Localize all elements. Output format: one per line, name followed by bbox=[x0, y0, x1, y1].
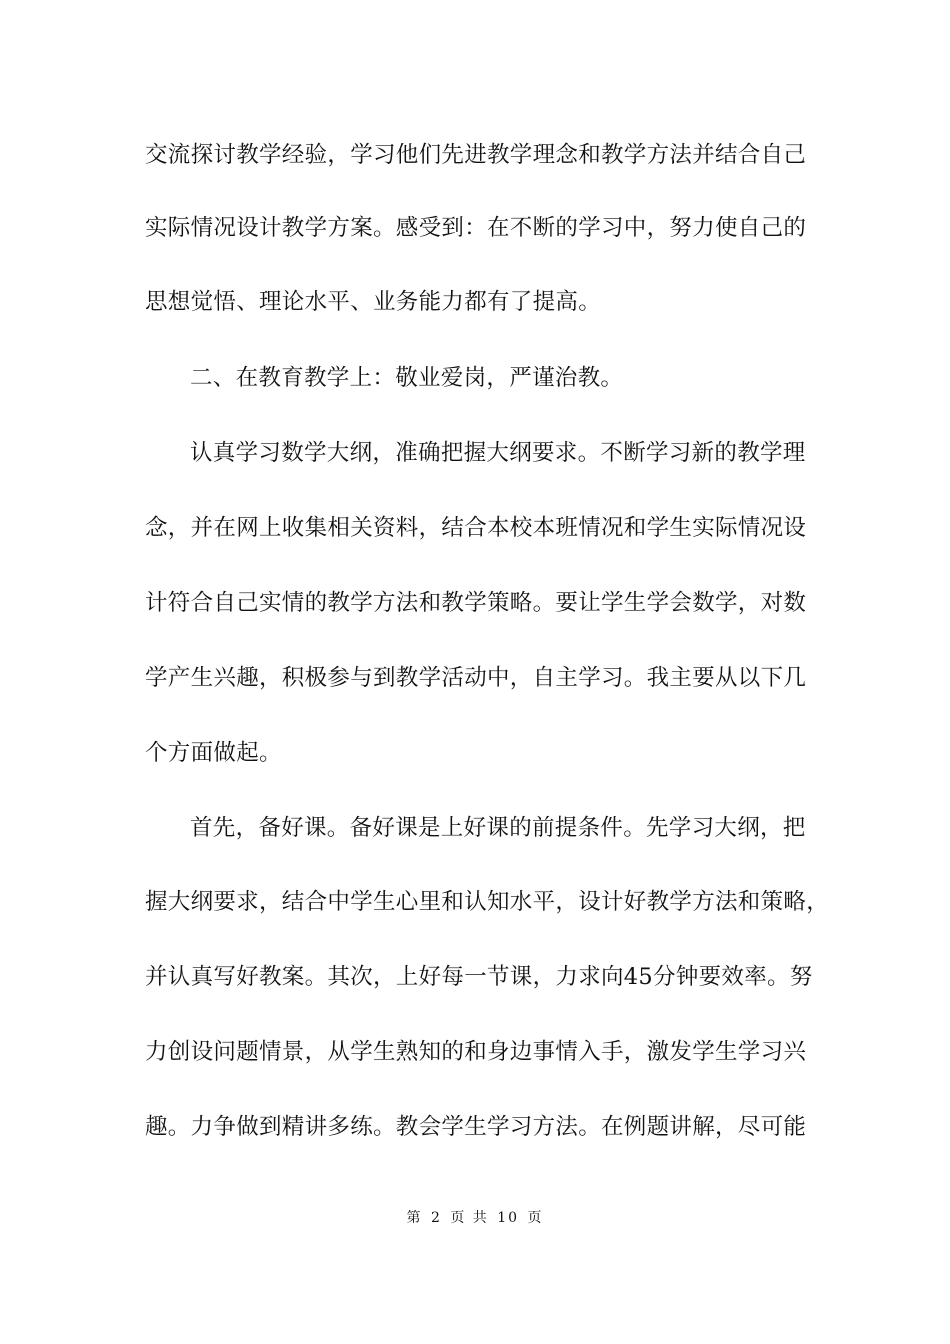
body-line-9: 个方面做起。 bbox=[145, 740, 282, 766]
body-line-12: 并认真写好教案。其次，上好每一节课，力求向45分钟要效率。努 bbox=[145, 964, 813, 990]
body-line-14: 趣。力争做到精讲多练。教会学生学习方法。在例题讲解，尽可能 bbox=[145, 1114, 807, 1140]
body-line-8: 学产生兴趣，积极参与到教学活动中，自主学习。我主要从以下几 bbox=[145, 665, 807, 691]
body-line-13: 力创设问题情景，从学生熟知的和身边事情入手，激发学生学习兴 bbox=[145, 1039, 807, 1065]
body-line-1: 交流探讨教学经验，学习他们先进教学理念和教学方法并结合自己 bbox=[145, 142, 807, 168]
footer-current-page: 2 bbox=[430, 1210, 442, 1226]
footer-total-pages: 10 bbox=[497, 1210, 520, 1226]
section-heading: 二、在教育教学上：敬业爱岗，严谨治教。 bbox=[190, 365, 624, 391]
footer-suffix: 页 bbox=[527, 1210, 544, 1226]
body-line-6: 念，并在网上收集相关资料，结合本校本班情况和学生实际情况设 bbox=[145, 515, 807, 541]
body-line-3: 思想觉悟、理论水平、业务能力都有了提高。 bbox=[145, 289, 602, 315]
body-line-2: 实际情况设计教学方案。感受到：在不断的学习中，努力使自己的 bbox=[145, 215, 807, 241]
body-line-5: 认真学习数学大纲，准确把握大纲要求。不断学习新的教学理 bbox=[190, 440, 806, 466]
body-line-7: 计符合自己实情的教学方法和教学策略。要让学生学会数学，对数 bbox=[145, 590, 807, 616]
footer-prefix: 第 bbox=[406, 1210, 423, 1226]
body-line-11: 握大纲要求，结合中学生心里和认知水平，设计好教学方法和策略， bbox=[145, 889, 830, 915]
page-footer bbox=[0, 1209, 950, 1227]
footer-middle: 页 共 bbox=[450, 1210, 489, 1226]
body-line-10: 首先，备好课。备好课是上好课的前提条件。先学习大纲，把 bbox=[190, 815, 806, 841]
